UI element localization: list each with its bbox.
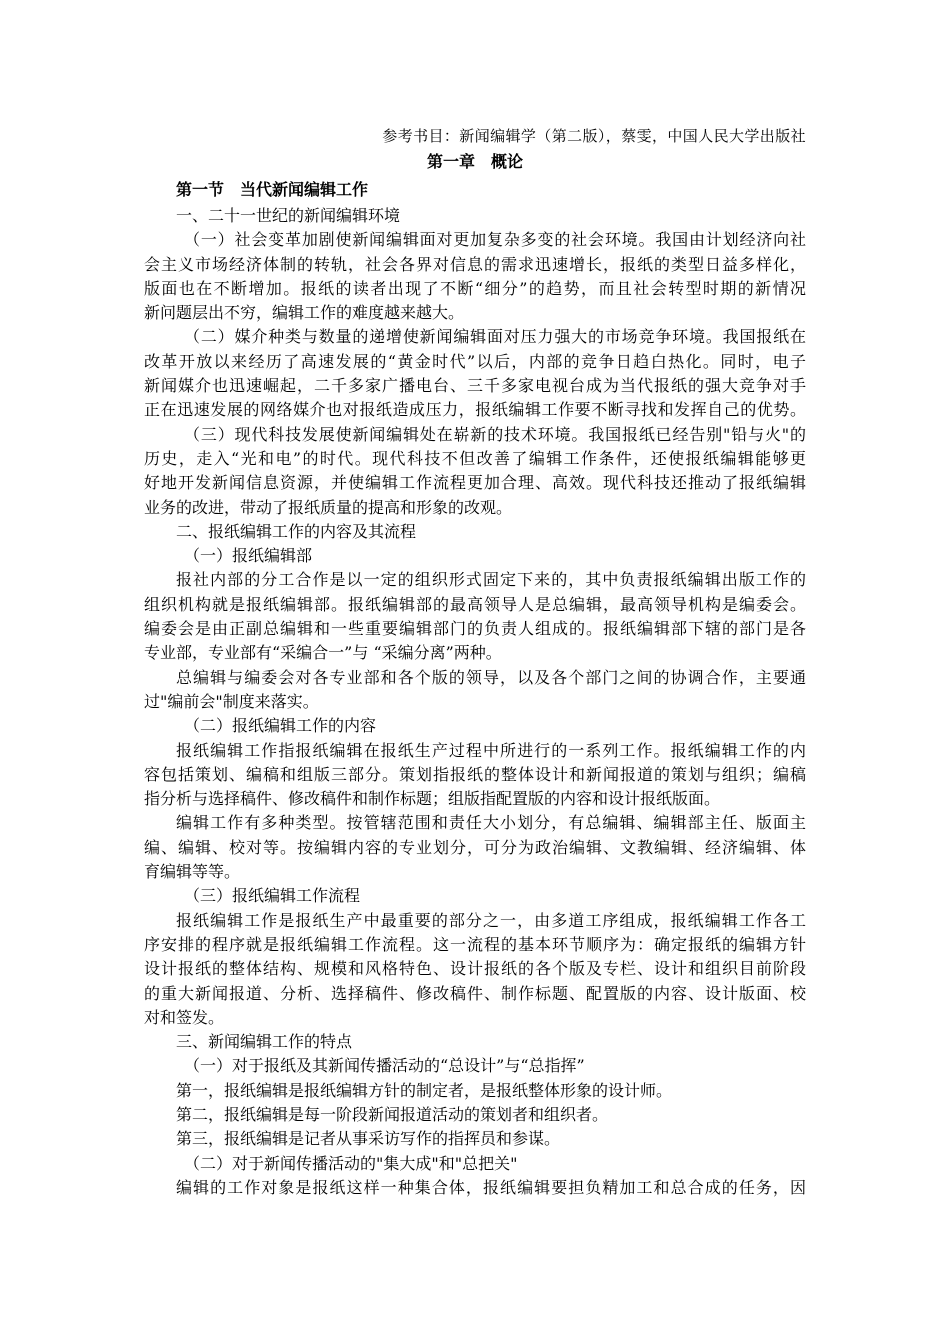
paragraph-line: 编委会是由正副总编辑和一些重要编辑部门的负责人组成的。报纸编辑部下辖的部门是各 [144, 619, 806, 639]
paragraph-line: 新问题层出不穷，编辑工作的难度越来越大。 [144, 303, 465, 323]
paragraph-line: 指分析与选择稿件、修改稿件和制作标题；组版指配置版的内容和设计报纸版面。 [144, 789, 721, 809]
paragraph-line: 第一，报纸编辑是报纸编辑方针的制定者，是报纸整体形象的设计师。 [176, 1080, 673, 1100]
paragraph-line: 编辑的工作对象是报纸这样一种集合体，报纸编辑要担负精加工和总合成的任务，因 [176, 1177, 806, 1197]
heading-1: 一、二十一世纪的新闻编辑环境 [176, 206, 401, 225]
subheading: （一）对于报纸及其新闻传播活动的“总设计”与“总指挥” [184, 1056, 585, 1076]
paragraph-line: 编辑工作有多种类型。按管辖范围和责任大小划分，有总编辑、编辑部主任、版面主 [176, 813, 806, 833]
paragraph-line: 序安排的程序就是报纸编辑工作流程。这一流程的基本环节顺序为：确定报纸的编辑方针 [144, 934, 806, 954]
paragraph-line: （三）现代科技发展使新闻编辑处在崭新的技术环境。我国报纸已经告别"铅与火"的 [184, 424, 806, 444]
paragraph-line: 报纸编辑工作是报纸生产中最重要的部分之一，由多道工序组成，报纸编辑工作各工 [176, 910, 806, 930]
subheading: （一）报纸编辑部 [184, 546, 313, 566]
heading-3: 三、新闻编辑工作的特点 [176, 1032, 353, 1052]
paragraph-line: （一）社会变革加剧使新闻编辑面对更加复杂多变的社会环境。我国由计划经济向社 [184, 230, 806, 250]
paragraph-line: 好地开发新闻信息资源，并使编辑工作流程更加合理、高效。现代科技还推动了报纸编辑 [144, 473, 806, 493]
paragraph-line: 新闻媒介也迅速崛起，二千多家广播电台、三千多家电视台成为当代报纸的强大竞争对手 [144, 376, 806, 396]
reference-line: 参考书目：新闻编辑学（第二版），蔡雯，中国人民大学出版社 [382, 127, 806, 145]
heading-2: 二、报纸编辑工作的内容及其流程 [176, 521, 417, 541]
subheading: （二）对于新闻传播活动的"集大成"和"总把关" [184, 1153, 518, 1173]
paragraph-line: 专业部，专业部有“采编合一”与 “采编分离”两种。 [144, 643, 502, 663]
section-title: 第一节 当代新闻编辑工作 [176, 180, 369, 199]
paragraph-line: 版面也在不断增加。报纸的读者出现了不断“细分”的趋势，而且社会转型时期的新情况 [144, 278, 806, 298]
document-body [144, 124, 806, 1200]
paragraph-line: 第三，报纸编辑是记者从事采访写作的指挥员和参谋。 [176, 1129, 561, 1149]
paragraph-line: 过"编前会"制度来落实。 [144, 691, 319, 711]
subheading: （三）报纸编辑工作流程 [184, 886, 361, 906]
paragraph-line: 对和签发。 [144, 1007, 225, 1027]
paragraph-line: 会主义市场经济体制的转轨，社会各界对信息的需求迅速增长，报纸的类型日益多样化， [144, 254, 806, 274]
paragraph-line: 历史，走入“光和电”的时代。现代科技不但改善了编辑工作条件，还使报纸编辑能够更 [144, 448, 806, 468]
paragraph-line: 的重大新闻报道、分析、选择稿件、修改稿件、制作标题、配置版的内容、设计版面、校 [144, 983, 806, 1003]
paragraph-line: 组织机构就是报纸编辑部。报纸编辑部的最高领导人是总编辑，最高领导机构是编委会。 [144, 594, 806, 614]
paragraph-line: 第二，报纸编辑是每一阶段新闻报道活动的策划者和组织者。 [176, 1104, 609, 1124]
paragraph-line: 设计报纸的整体结构、规模和风格特色、设计报纸的各个版及专栏、设计和组织目前阶段 [144, 959, 806, 979]
paragraph-line: 改革开放以来经历了高速发展的“黄金时代”以后，内部的竞争日趋白热化。同时，电子 [144, 351, 806, 371]
paragraph-line: （二）媒介种类与数量的递增使新闻编辑面对压力强大的市场竞争环境。我国报纸在 [184, 327, 806, 347]
paragraph-line: 业务的改进，带动了报纸质量的提高和形象的改观。 [144, 497, 513, 517]
chapter-title: 第一章 概论 [426, 152, 523, 171]
paragraph-line: 报纸编辑工作指报纸编辑在报纸生产过程中所进行的一系列工作。报纸编辑工作的内 [176, 740, 806, 760]
paragraph-line: 总编辑与编委会对各专业部和各个版的领导，以及各个部门之间的协调合作，主要通 [176, 667, 806, 687]
paragraph-line: 育编辑等等。 [144, 862, 241, 882]
paragraph-line: 编、编辑、校对等。按编辑内容的专业划分，可分为政治编辑、文教编辑、经济编辑、体 [144, 837, 806, 857]
paragraph-line: 容包括策划、编稿和组版三部分。策划指报纸的整体设计和新闻报道的策划与组织；编稿 [144, 764, 806, 784]
paragraph-line: 报社内部的分工合作是以一定的组织形式固定下来的，其中负责报纸编辑出版工作的 [176, 570, 806, 590]
paragraph-line: 正在迅速发展的网络媒介也对报纸造成压力，报纸编辑工作要不断寻找和发挥自己的优势。 [144, 400, 806, 420]
subheading: （二）报纸编辑工作的内容 [184, 716, 377, 736]
